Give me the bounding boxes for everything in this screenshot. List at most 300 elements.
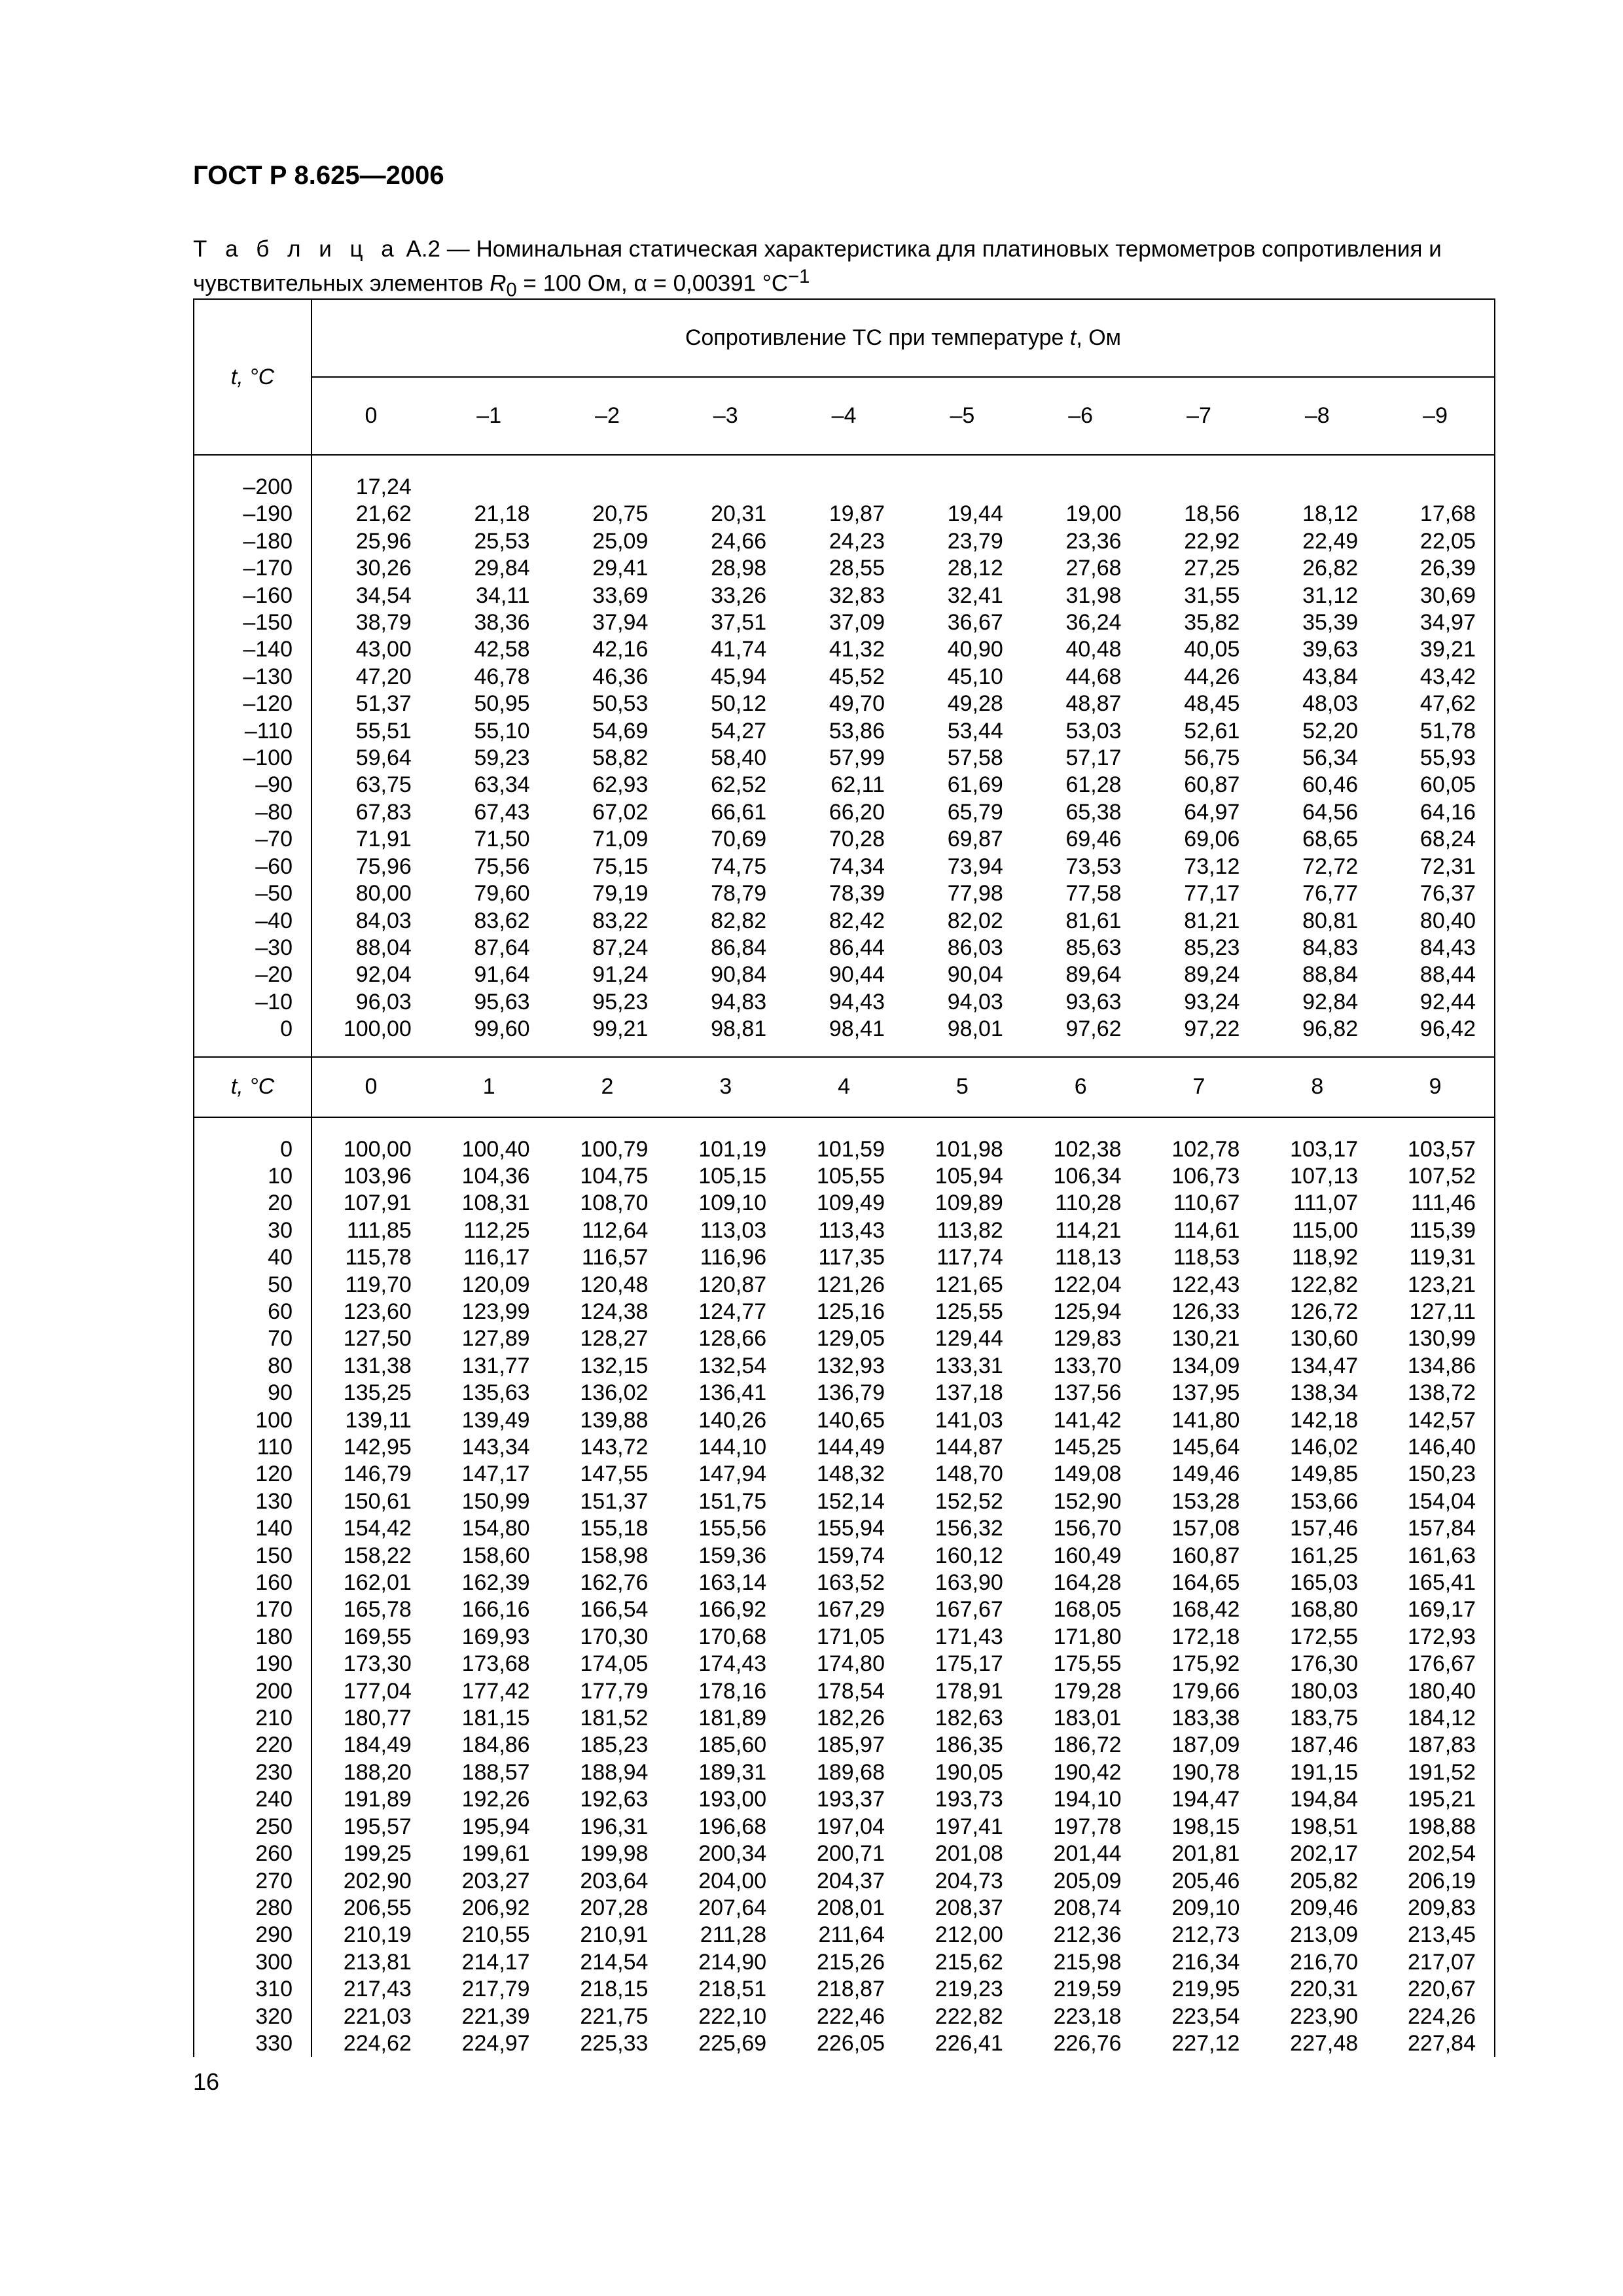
resistance-cell: 217,79 — [461, 1977, 530, 2002]
resistance-cell: 150,23 — [1376, 1461, 1495, 1488]
resistance-cell: 208,74 — [1053, 1895, 1122, 1920]
resistance-cell: 92,44 — [1376, 989, 1495, 1016]
resistance-cell: 146,02 — [1290, 1435, 1359, 1460]
resistance-cell: 181,52 — [580, 1706, 649, 1731]
temperature-cell: –190 — [194, 501, 312, 528]
resistance-cell: 180,40 — [1376, 1678, 1495, 1705]
resistance-cell: 96,03 — [355, 989, 412, 1014]
temperature-cell: 50 — [194, 1272, 312, 1299]
resistance-cell: 77,58 — [1065, 881, 1122, 906]
resistance-cell: 83,62 — [474, 908, 530, 933]
resistance-cell: 223,18 — [1053, 2003, 1122, 2029]
resistance-cell: 218,51 — [698, 1977, 767, 2002]
resistance-cell: 86,44 — [829, 935, 885, 960]
temperature-cell: 250 — [194, 1814, 312, 1840]
resistance-cell: 202,17 — [1290, 1841, 1359, 1867]
temperature-cell: 30 — [194, 1217, 312, 1244]
resistance-cell: 30,26 — [355, 556, 412, 581]
temperature-cell: 220 — [194, 1732, 312, 1759]
temperature-cell: 230 — [194, 1759, 312, 1786]
resistance-cell: 184,86 — [461, 1732, 530, 1758]
resistance-cell: 167,29 — [816, 1597, 885, 1623]
column-header: 0 — [312, 1057, 430, 1117]
resistance-cell: 108,70 — [580, 1191, 649, 1216]
resistance-cell: 166,54 — [580, 1597, 649, 1623]
resistance-cell: 205,46 — [1171, 1868, 1240, 1893]
resistance-cell: 129,83 — [1053, 1326, 1122, 1352]
table-row — [194, 474, 1495, 501]
resistance-cell: 158,60 — [461, 1543, 530, 1568]
resistance-cell: 161,63 — [1376, 1543, 1495, 1570]
resistance-cell: 214,17 — [461, 1949, 530, 1975]
resistance-cell: 34,11 — [476, 583, 530, 608]
resistance-cell: 108,31 — [461, 1191, 530, 1216]
resistance-cell: 106,73 — [1171, 1163, 1240, 1189]
resistance-cell: 63,75 — [355, 772, 412, 798]
column-header: –2 — [548, 377, 667, 455]
resistance-cell: 210,55 — [461, 1922, 530, 1948]
resistance-cell: 50,95 — [474, 691, 530, 717]
resistance-cell: 93,24 — [1184, 989, 1240, 1014]
resistance-cell: 109,89 — [935, 1191, 1003, 1216]
resistance-cell: 150,99 — [461, 1488, 530, 1514]
resistance-cell: 48,87 — [1065, 691, 1122, 717]
resistance-cell: 214,54 — [580, 1949, 649, 1975]
resistance-cell: 171,05 — [816, 1624, 885, 1649]
table-row — [194, 2030, 1495, 2057]
temperature-cell: –170 — [194, 555, 312, 582]
resistance-cell: 168,80 — [1290, 1597, 1359, 1623]
resistance-cell: 162,76 — [580, 1570, 649, 1596]
resistance-cell: 73,94 — [947, 853, 1003, 879]
temperature-cell: 290 — [194, 1922, 312, 1948]
resistance-cell: 68,65 — [1302, 827, 1359, 852]
resistance-cell: 156,32 — [935, 1516, 1003, 1541]
resistance-cell: 59,23 — [474, 745, 530, 771]
resistance-cell: 113,03 — [700, 1217, 767, 1243]
temperature-cell: –90 — [194, 772, 312, 798]
resistance-cell: 219,59 — [1053, 1977, 1122, 2002]
resistance-cell: 97,62 — [1065, 1016, 1122, 1042]
resistance-cell: 136,02 — [580, 1380, 649, 1406]
resistance-cell: 222,82 — [935, 2003, 1003, 2029]
resistance-cell: 103,17 — [1290, 1136, 1359, 1162]
resistance-cell: 173,68 — [461, 1651, 530, 1677]
resistance-cell: 30,69 — [1376, 583, 1495, 609]
resistance-cell: 227,48 — [1290, 2030, 1359, 2056]
resistance-cell: 202,90 — [343, 1868, 412, 1893]
resistance-cell: 204,00 — [698, 1868, 767, 1893]
resistance-cell: 217,07 — [1376, 1949, 1495, 1976]
table-row — [194, 989, 1495, 1016]
temperature-cell: –150 — [194, 609, 312, 636]
resistance-cell: 121,26 — [816, 1272, 885, 1297]
column-header: 9 — [1376, 1057, 1495, 1117]
resistance-cell: 130,60 — [1290, 1326, 1359, 1352]
resistance-cell: 35,82 — [1184, 610, 1240, 636]
resistance-cell: 44,26 — [1184, 664, 1240, 689]
resistance-cell: 91,24 — [592, 962, 649, 988]
resistance-cell: 63,34 — [474, 772, 530, 798]
resistance-cell: 126,33 — [1171, 1299, 1240, 1324]
resistance-cell: 51,37 — [355, 691, 412, 717]
resistance-cell: 172,93 — [1376, 1624, 1495, 1651]
resistance-cell: 31,98 — [1065, 583, 1122, 608]
resistance-cell: 201,08 — [935, 1841, 1003, 1867]
resistance-cell: 58,40 — [711, 745, 767, 771]
resistance-cell: 41,74 — [711, 637, 767, 662]
resistance-cell: 104,75 — [580, 1163, 649, 1189]
resistance-cell: 204,37 — [816, 1868, 885, 1893]
resistance-cell: 80,40 — [1376, 908, 1495, 935]
column-header: –3 — [666, 377, 785, 455]
resistance-cell: 37,94 — [592, 610, 649, 636]
column-header: –5 — [903, 377, 1022, 455]
resistance-cell: 197,41 — [935, 1814, 1003, 1839]
table-row — [194, 2003, 1495, 2030]
resistance-cell: 175,92 — [1171, 1651, 1240, 1677]
resistance-cell: 194,10 — [1053, 1787, 1122, 1812]
resistance-header: Сопротивление ТС при температуре t, Ом — [312, 299, 1495, 377]
table-row — [194, 1570, 1495, 1596]
resistance-cell: 133,31 — [935, 1353, 1003, 1378]
resistance-cell: 156,70 — [1053, 1516, 1122, 1541]
resistance-cell: 87,24 — [592, 935, 649, 960]
resistance-cell: 164,28 — [1053, 1570, 1122, 1596]
resistance-cell: 86,03 — [947, 935, 1003, 960]
resistance-cell: 105,15 — [698, 1163, 767, 1189]
resistance-cell: 226,76 — [1053, 2030, 1122, 2056]
resistance-cell: 173,30 — [343, 1651, 412, 1677]
resistance-cell: 177,79 — [580, 1678, 649, 1704]
resistance-cell: 120,48 — [580, 1272, 649, 1297]
resistance-cell: 184,12 — [1376, 1705, 1495, 1732]
resistance-cell: 47,62 — [1376, 691, 1495, 717]
resistance-cell: 83,22 — [592, 908, 649, 933]
resistance-cell: 190,78 — [1171, 1759, 1240, 1785]
resistance-cell: 84,83 — [1302, 935, 1359, 960]
resistance-cell: 124,77 — [698, 1299, 767, 1324]
table-row — [194, 1814, 1495, 1840]
resistance-cell: 43,84 — [1302, 664, 1359, 689]
resistance-cell: 88,04 — [355, 935, 412, 960]
resistance-cell: 129,05 — [816, 1326, 885, 1352]
resistance-cell: 32,83 — [829, 583, 885, 608]
resistance-cell: 129,44 — [935, 1326, 1003, 1352]
resistance-cell: 145,25 — [1053, 1435, 1122, 1460]
resistance-cell: 73,53 — [1065, 853, 1122, 879]
table-row — [194, 1651, 1495, 1677]
resistance-cell: 188,94 — [580, 1759, 649, 1785]
resistance-cell: 65,38 — [1065, 799, 1122, 825]
resistance-cell: 193,73 — [935, 1787, 1003, 1812]
resistance-cell: 21,18 — [474, 501, 530, 527]
table-row — [194, 880, 1495, 907]
resistance-cell: 40,05 — [1184, 637, 1240, 662]
resistance-cell: 174,05 — [580, 1651, 649, 1677]
resistance-cell: 142,57 — [1376, 1407, 1495, 1434]
resistance-cell: 211,28 — [700, 1922, 767, 1948]
resistance-cell: 169,17 — [1376, 1596, 1495, 1623]
resistance-cell: 23,36 — [1065, 528, 1122, 554]
resistance-cell: 160,12 — [935, 1543, 1003, 1568]
resistance-cell: 225,69 — [698, 2030, 767, 2056]
resistance-cell: 26,82 — [1302, 556, 1359, 581]
resistance-cell: 71,50 — [474, 827, 530, 852]
resistance-cell: 194,47 — [1171, 1787, 1240, 1812]
table-row — [194, 1244, 1495, 1271]
temperature-cell: 310 — [194, 1976, 312, 2003]
resistance-cell: 99,60 — [474, 1016, 530, 1042]
resistance-cell: 45,52 — [829, 664, 885, 689]
resistance-cell: 81,21 — [1184, 908, 1240, 933]
resistance-cell: 155,56 — [698, 1516, 767, 1541]
resistance-cell: 137,18 — [935, 1380, 1003, 1406]
resistance-cell: 187,83 — [1376, 1732, 1495, 1759]
table-row — [194, 908, 1495, 935]
resistance-cell: 90,44 — [829, 962, 885, 988]
resistance-cell: 152,90 — [1053, 1488, 1122, 1514]
resistance-cell: 218,87 — [816, 1977, 885, 2002]
resistance-cell: 89,64 — [1065, 962, 1122, 988]
resistance-cell: 120,09 — [461, 1272, 530, 1297]
resistance-cell: 102,38 — [1053, 1136, 1122, 1162]
resistance-cell: 187,46 — [1290, 1732, 1359, 1758]
resistance-cell: 115,00 — [1291, 1217, 1359, 1243]
resistance-cell: 122,43 — [1171, 1272, 1240, 1297]
resistance-cell: 207,28 — [580, 1895, 649, 1920]
column-header: 0 — [312, 377, 430, 455]
resistance-cell: 111,07 — [1293, 1191, 1359, 1216]
resistance-cell: 170,30 — [580, 1624, 649, 1649]
resistance-cell: 193,00 — [698, 1787, 767, 1812]
resistance-cell: 182,26 — [816, 1706, 885, 1731]
resistance-cell: 188,57 — [461, 1759, 530, 1785]
resistance-cell: 174,80 — [816, 1651, 885, 1677]
resistance-cell: 84,03 — [355, 908, 412, 933]
positive-columns-row — [194, 1057, 1495, 1117]
resistance-cell: 172,55 — [1290, 1624, 1359, 1649]
table-row — [194, 745, 1495, 772]
resistance-cell: 197,04 — [816, 1814, 885, 1839]
resistance-cell: 116,17 — [463, 1245, 530, 1270]
resistance-cell: 60,46 — [1302, 772, 1359, 798]
temperature-cell: 120 — [194, 1461, 312, 1488]
resistance-cell: 42,16 — [592, 637, 649, 662]
resistance-cell: 198,15 — [1171, 1814, 1240, 1839]
table-row — [194, 1949, 1495, 1976]
resistance-cell: 21,62 — [355, 501, 412, 527]
resistance-cell: 134,86 — [1376, 1353, 1495, 1380]
header-row — [194, 299, 1495, 377]
temperature-cell: –30 — [194, 935, 312, 961]
table-row — [194, 664, 1495, 691]
resistance-cell: 210,19 — [343, 1922, 412, 1948]
resistance-cell: 182,63 — [935, 1706, 1003, 1731]
resistance-cell: 32,41 — [947, 583, 1003, 608]
resistance-cell: 69,46 — [1065, 827, 1122, 852]
resistance-cell: 199,98 — [580, 1841, 649, 1867]
resistance-cell: 77,98 — [947, 881, 1003, 906]
table-row — [194, 1434, 1495, 1461]
resistance-cell: 114,61 — [1173, 1217, 1240, 1243]
resistance-cell: 226,41 — [935, 2030, 1003, 2056]
table-row — [194, 1678, 1495, 1705]
table-row — [194, 935, 1495, 961]
resistance-cell: 195,57 — [343, 1814, 412, 1839]
table-row — [194, 691, 1495, 717]
resistance-cell: 52,20 — [1302, 718, 1359, 744]
resistance-cell: 223,90 — [1290, 2003, 1359, 2029]
resistance-cell: 136,41 — [698, 1380, 767, 1406]
resistance-cell: 212,36 — [1053, 1922, 1122, 1948]
table-row — [194, 609, 1495, 636]
resistance-cell: 64,97 — [1184, 799, 1240, 825]
temperature-cell: –130 — [194, 664, 312, 691]
resistance-cell: 64,56 — [1302, 799, 1359, 825]
resistance-cell: 133,70 — [1053, 1353, 1122, 1378]
resistance-cell: 178,91 — [935, 1678, 1003, 1704]
resistance-cell: 112,25 — [463, 1217, 530, 1243]
resistance-cell: 38,36 — [474, 610, 530, 636]
resistance-cell: 101,19 — [698, 1136, 767, 1162]
column-header: 2 — [548, 1057, 667, 1117]
resistance-cell: 219,23 — [935, 1977, 1003, 2002]
table-row — [194, 1732, 1495, 1759]
resistance-cell: 89,24 — [1184, 962, 1240, 988]
r0-value: = 100 Ом, — [523, 270, 628, 296]
resistance-cell: 121,65 — [935, 1272, 1003, 1297]
resistance-cell: 92,84 — [1302, 989, 1359, 1014]
resistance-cell: 36,24 — [1065, 610, 1122, 636]
resistance-cell: 76,37 — [1376, 880, 1495, 907]
resistance-cell: 147,94 — [698, 1462, 767, 1487]
resistance-cell: 39,63 — [1302, 637, 1359, 662]
resistance-cell: 25,96 — [355, 528, 412, 554]
resistance-cell: 219,95 — [1171, 1977, 1240, 2002]
resistance-cell: 47,20 — [355, 664, 412, 689]
resistance-cell: 225,33 — [580, 2030, 649, 2056]
resistance-cell: 140,65 — [816, 1407, 885, 1433]
resistance-cell: 158,98 — [580, 1543, 649, 1568]
resistance-cell: 82,42 — [829, 908, 885, 933]
resistance-cell: 222,10 — [698, 2003, 767, 2029]
resistance-cell: 178,16 — [698, 1678, 767, 1704]
resistance-cell: 180,77 — [343, 1706, 412, 1731]
resistance-cell: 127,11 — [1376, 1299, 1495, 1325]
spacer-row — [194, 455, 1495, 474]
resistance-cell: 51,78 — [1376, 718, 1495, 745]
resistance-cell: 22,49 — [1302, 528, 1359, 554]
resistance-cell: 188,20 — [343, 1759, 412, 1785]
resistance-cell: 165,03 — [1290, 1570, 1359, 1596]
resistance-cell: 132,15 — [580, 1353, 649, 1378]
resistance-cell: 194,84 — [1290, 1787, 1359, 1812]
resistance-cell: 18,56 — [1184, 501, 1240, 527]
temperature-cell: 0 — [194, 1136, 312, 1163]
resistance-cell: 41,32 — [829, 637, 885, 662]
resistance-cell: 100,40 — [461, 1136, 530, 1162]
alpha-exponent: −1 — [788, 266, 810, 287]
resistance-cell: 160,49 — [1053, 1543, 1122, 1568]
column-header: –4 — [785, 377, 903, 455]
resistance-cell: 199,25 — [343, 1841, 412, 1867]
resistance-cell: 88,44 — [1376, 961, 1495, 988]
resistance-cell: 209,83 — [1376, 1895, 1495, 1922]
resistance-cell: 107,91 — [343, 1191, 412, 1216]
resistance-cell: 187,09 — [1171, 1732, 1240, 1758]
resistance-cell: 178,54 — [816, 1678, 885, 1704]
resistance-cell: 45,94 — [711, 664, 767, 689]
resistance-cell: 111,46 — [1376, 1190, 1495, 1217]
resistance-cell: 204,73 — [935, 1868, 1003, 1893]
resistance-cell: 177,04 — [343, 1678, 412, 1704]
column-header: 6 — [1022, 1057, 1140, 1117]
resistance-cell: 39,21 — [1376, 636, 1495, 663]
resistance-cell: 138,72 — [1376, 1380, 1495, 1407]
resistance-cell: 137,56 — [1053, 1380, 1122, 1406]
resistance-cell: 28,98 — [711, 556, 767, 581]
temperature-cell: 20 — [194, 1190, 312, 1217]
resistance-cell — [666, 474, 785, 501]
temperature-cell: 110 — [194, 1434, 312, 1461]
resistance-cell: 67,43 — [474, 799, 530, 825]
resistance-cell: 130,21 — [1171, 1326, 1240, 1352]
resistance-cell: 185,97 — [816, 1732, 885, 1758]
column-header: –6 — [1022, 377, 1140, 455]
resistance-cell: 168,05 — [1053, 1597, 1122, 1623]
resistance-cell: 206,19 — [1376, 1868, 1495, 1895]
t-header-secondary: t, °C — [194, 1057, 312, 1117]
resistance-cell: 122,04 — [1053, 1272, 1122, 1297]
resistance-cell: 113,43 — [818, 1217, 885, 1243]
resistance-cell: 96,42 — [1376, 1016, 1495, 1043]
resistance-cell: 117,74 — [936, 1245, 1003, 1270]
resistance-cell: 53,03 — [1065, 718, 1122, 744]
table-row — [194, 528, 1495, 555]
resistance-cell: 120,87 — [698, 1272, 767, 1297]
resistance-cell: 183,01 — [1053, 1706, 1122, 1731]
resistance-cell: 160,87 — [1171, 1543, 1240, 1568]
resistance-cell: 71,91 — [355, 827, 412, 852]
resistance-cell: 215,98 — [1053, 1949, 1122, 1975]
resistance-cell: 142,18 — [1290, 1407, 1359, 1433]
resistance-cell: 95,23 — [592, 989, 649, 1014]
resistance-cell: 57,17 — [1065, 745, 1122, 771]
resistance-cell: 205,82 — [1290, 1868, 1359, 1893]
resistance-cell: 135,25 — [343, 1380, 412, 1406]
resistance-cell: 61,69 — [947, 772, 1003, 798]
resistance-cell: 180,03 — [1290, 1678, 1359, 1704]
resistance-cell: 147,55 — [580, 1462, 649, 1487]
resistance-cell: 196,31 — [580, 1814, 649, 1839]
resistance-cell — [430, 474, 548, 501]
resistance-cell: 206,92 — [461, 1895, 530, 1920]
resistance-cell: 186,35 — [935, 1732, 1003, 1758]
temperature-cell: 330 — [194, 2030, 312, 2057]
resistance-cell — [1258, 474, 1376, 501]
resistance-cell: 81,61 — [1065, 908, 1122, 933]
resistance-cell: 200,34 — [698, 1841, 767, 1867]
resistance-cell: 176,30 — [1290, 1651, 1359, 1677]
resistance-cell: 99,21 — [592, 1016, 649, 1042]
resistance-cell: 166,16 — [461, 1597, 530, 1623]
table-row — [194, 1786, 1495, 1813]
resistance-cell: 165,41 — [1376, 1570, 1495, 1596]
resistance-cell: 80,00 — [355, 881, 412, 906]
temperature-cell: 90 — [194, 1380, 312, 1407]
resistance-cell — [1022, 474, 1140, 501]
